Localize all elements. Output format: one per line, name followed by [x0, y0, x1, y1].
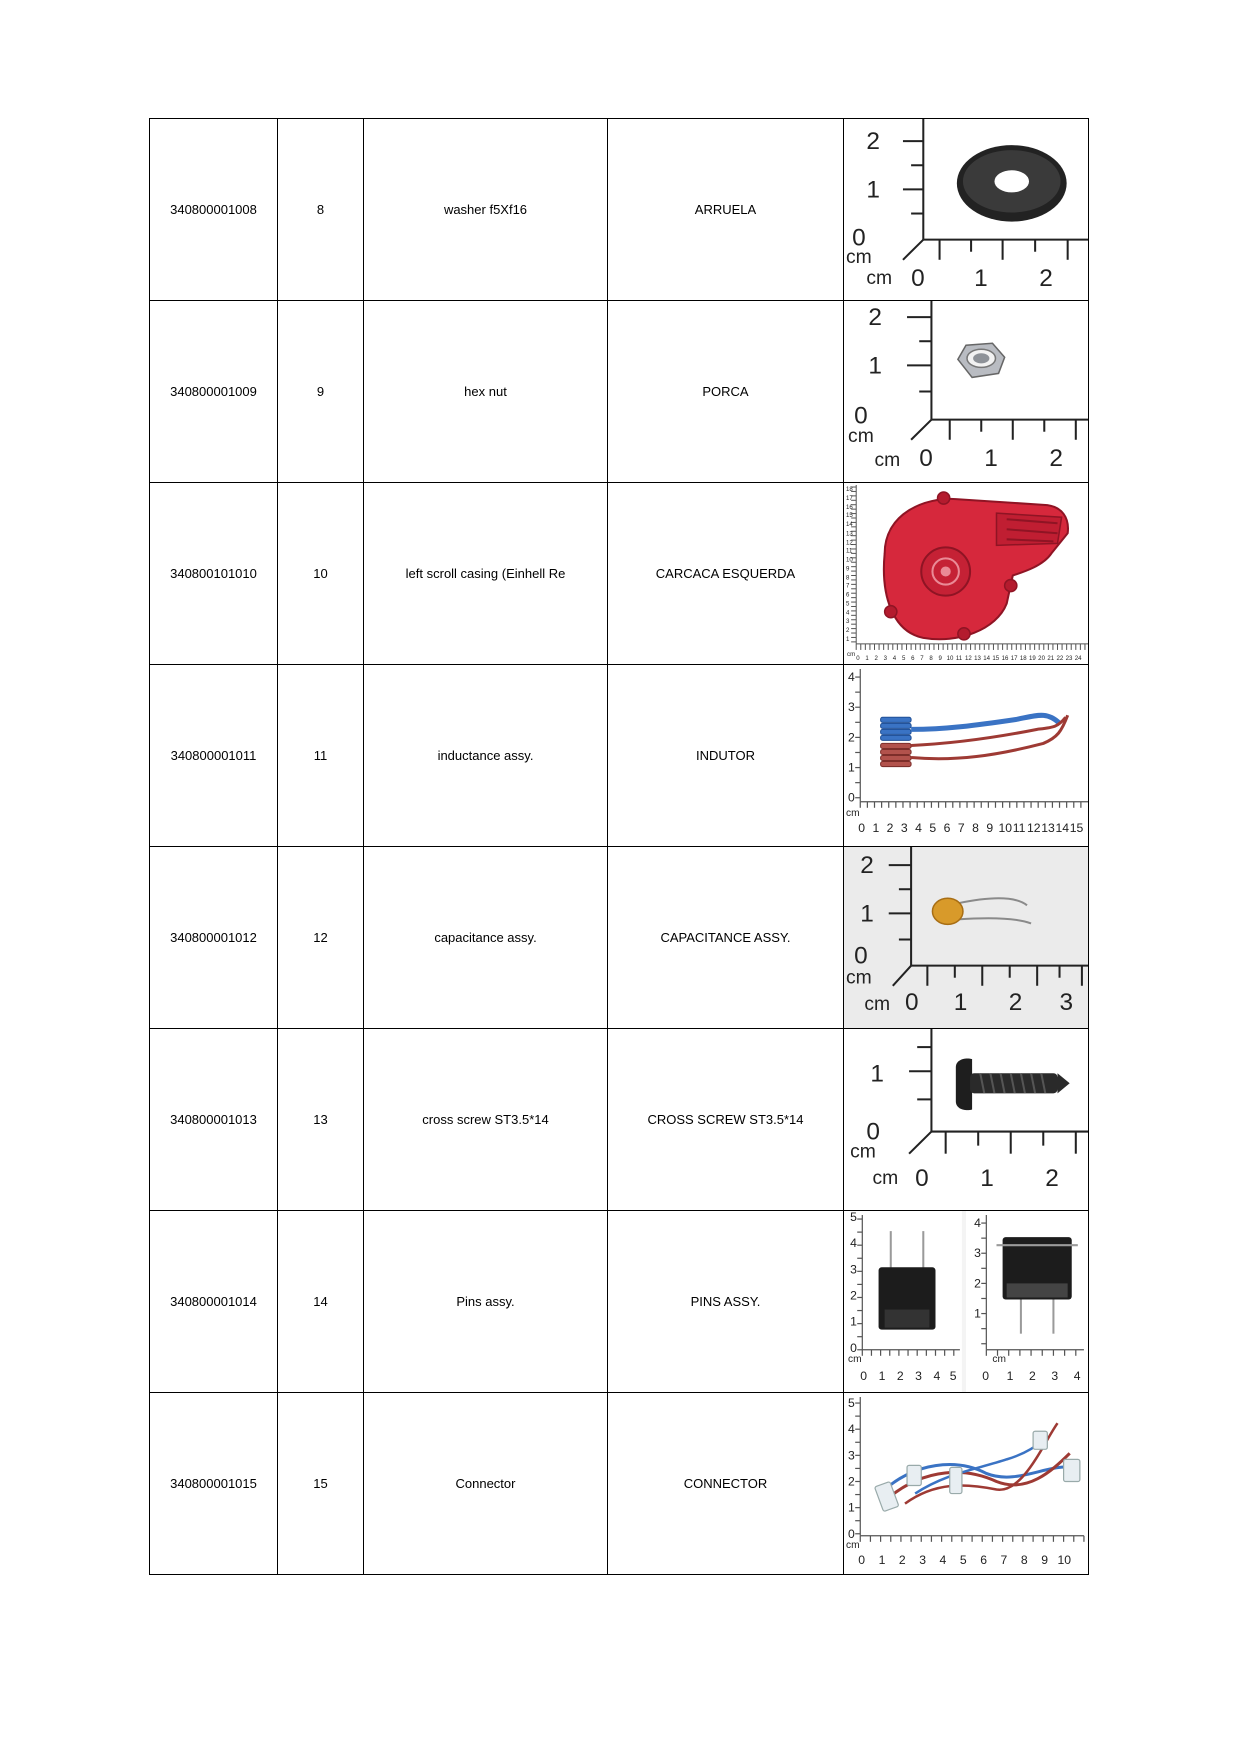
svg-text:7: 7 — [920, 655, 924, 662]
svg-text:5: 5 — [850, 1211, 857, 1225]
hex-nut-photo — [844, 301, 1088, 482]
svg-text:1: 1 — [980, 1164, 994, 1192]
part-code: 340800001012 — [150, 847, 278, 1029]
svg-text:7: 7 — [846, 583, 850, 590]
svg-text:0: 0 — [915, 1164, 929, 1192]
svg-text:4: 4 — [848, 670, 855, 685]
svg-text:2: 2 — [886, 820, 894, 835]
svg-text:2: 2 — [866, 128, 880, 156]
part-description: capacitance assy. — [364, 847, 608, 1029]
pins-photo — [844, 1211, 1088, 1392]
svg-text:1: 1 — [974, 1306, 981, 1321]
svg-text:2: 2 — [874, 655, 878, 662]
svg-text:15: 15 — [1069, 820, 1084, 835]
svg-text:18: 18 — [1019, 655, 1027, 662]
svg-text:2: 2 — [1039, 265, 1053, 292]
svg-text:6: 6 — [943, 820, 951, 835]
part-translation: ARRUELA — [608, 119, 844, 301]
svg-text:5: 5 — [848, 1396, 855, 1411]
svg-text:6: 6 — [846, 592, 850, 599]
part-translation: CONNECTOR — [608, 1393, 844, 1575]
svg-text:8: 8 — [929, 655, 933, 662]
part-image-cell — [844, 483, 1089, 665]
svg-text:17: 17 — [1010, 655, 1018, 662]
svg-text:2: 2 — [898, 1553, 906, 1567]
svg-text:20: 20 — [1038, 655, 1045, 662]
svg-text:10: 10 — [1057, 1553, 1072, 1567]
svg-text:5: 5 — [959, 1553, 967, 1567]
part-code: 340800001013 — [150, 1029, 278, 1211]
svg-text:9: 9 — [846, 566, 850, 573]
part-description: left scroll casing (Einhell Re — [364, 483, 608, 665]
part-description: inductance assy. — [364, 665, 608, 847]
svg-text:17: 17 — [846, 496, 853, 503]
svg-text:4: 4 — [1073, 1368, 1081, 1383]
svg-text:8: 8 — [1020, 1553, 1028, 1567]
svg-text:0: 0 — [858, 820, 866, 835]
svg-text:6: 6 — [911, 655, 915, 662]
svg-text:8: 8 — [846, 575, 850, 582]
svg-text:0: 0 — [856, 655, 860, 662]
screw-photo — [844, 1029, 1088, 1210]
svg-text:1: 1 — [848, 760, 855, 775]
svg-text:12: 12 — [846, 540, 853, 547]
svg-text:16: 16 — [1001, 655, 1009, 662]
svg-text:cm: cm — [872, 1167, 899, 1189]
svg-text:3: 3 — [1059, 989, 1074, 1016]
part-code: 340800101010 — [150, 483, 278, 665]
svg-text:2: 2 — [850, 1288, 857, 1303]
svg-text:2: 2 — [1029, 1368, 1036, 1383]
svg-text:6: 6 — [980, 1553, 988, 1567]
svg-text:2: 2 — [1049, 445, 1063, 472]
svg-text:5: 5 — [901, 655, 906, 662]
svg-text:1: 1 — [868, 352, 882, 380]
svg-text:7: 7 — [957, 820, 965, 835]
svg-text:1: 1 — [984, 445, 998, 472]
table-row — [150, 301, 1089, 483]
svg-text:4: 4 — [848, 1422, 855, 1437]
svg-text:8: 8 — [972, 820, 979, 835]
svg-text:14: 14 — [1055, 820, 1070, 835]
svg-text:5: 5 — [846, 601, 850, 608]
part-image-cell — [844, 665, 1089, 847]
svg-text:19: 19 — [1029, 655, 1036, 662]
svg-text:1: 1 — [866, 176, 880, 204]
svg-text:1: 1 — [878, 1553, 886, 1567]
part-translation: CARCACA ESQUERDA — [608, 483, 844, 665]
svg-text:18: 18 — [846, 487, 853, 494]
svg-text:1: 1 — [878, 1368, 886, 1383]
svg-text:cm: cm — [846, 246, 872, 268]
svg-text:9: 9 — [1041, 1553, 1049, 1567]
svg-text:cm: cm — [866, 267, 893, 289]
part-position: 13 — [278, 1029, 364, 1211]
part-translation: PORCA — [608, 301, 844, 483]
svg-text:3: 3 — [883, 655, 888, 662]
part-description: Pins assy. — [364, 1211, 608, 1393]
svg-text:2: 2 — [846, 627, 850, 634]
table-row — [150, 483, 1089, 665]
svg-text:24: 24 — [1074, 655, 1082, 662]
svg-text:0: 0 — [866, 1118, 880, 1146]
part-position: 12 — [278, 847, 364, 1029]
svg-text:3: 3 — [919, 1553, 927, 1567]
table-row — [150, 1029, 1089, 1211]
part-image-cell — [844, 119, 1089, 301]
svg-text:cm: cm — [848, 1353, 862, 1365]
svg-text:0: 0 — [854, 942, 868, 970]
table-row — [150, 847, 1089, 1029]
svg-text:0: 0 — [905, 989, 919, 1016]
svg-text:4: 4 — [974, 1216, 981, 1231]
svg-text:2: 2 — [868, 304, 882, 332]
svg-text:5: 5 — [949, 1368, 957, 1383]
svg-text:12: 12 — [964, 655, 972, 662]
svg-text:1: 1 — [870, 1060, 885, 1088]
svg-text:0: 0 — [854, 402, 868, 430]
svg-text:cm: cm — [846, 1539, 860, 1551]
part-image-cell — [844, 1393, 1089, 1575]
svg-text:cm: cm — [847, 651, 856, 658]
svg-text:0: 0 — [848, 790, 855, 805]
part-position: 10 — [278, 483, 364, 665]
svg-text:3: 3 — [846, 618, 850, 625]
svg-text:cm: cm — [874, 449, 901, 471]
part-image-cell — [844, 1029, 1089, 1211]
svg-text:0: 0 — [919, 445, 933, 472]
svg-text:4: 4 — [933, 1368, 941, 1383]
svg-text:10: 10 — [946, 655, 954, 662]
svg-text:cm: cm — [992, 1353, 1006, 1365]
svg-text:22: 22 — [1056, 655, 1064, 662]
svg-text:5: 5 — [929, 820, 937, 835]
svg-text:10: 10 — [846, 557, 853, 564]
svg-text:cm: cm — [864, 993, 891, 1015]
part-code: 340800001015 — [150, 1393, 278, 1575]
svg-text:3: 3 — [1051, 1368, 1059, 1383]
part-image-cell — [844, 301, 1089, 483]
connector-photo — [844, 1393, 1088, 1574]
svg-text:0: 0 — [982, 1368, 990, 1383]
part-code: 340800001014 — [150, 1211, 278, 1393]
svg-text:3: 3 — [900, 820, 908, 835]
svg-text:1: 1 — [848, 1500, 855, 1515]
svg-text:7: 7 — [1000, 1553, 1008, 1567]
svg-text:cm: cm — [850, 1141, 876, 1163]
part-image-cell — [844, 1211, 1089, 1393]
table-row — [150, 1211, 1089, 1393]
capacitor-photo — [844, 847, 1088, 1028]
parts-table — [149, 118, 1089, 1575]
svg-text:23: 23 — [1065, 655, 1073, 662]
svg-text:10: 10 — [998, 820, 1013, 835]
svg-text:9: 9 — [986, 820, 994, 835]
svg-text:3: 3 — [850, 1262, 857, 1277]
svg-text:11: 11 — [846, 548, 853, 555]
svg-text:cm: cm — [846, 967, 872, 989]
svg-text:1: 1 — [846, 636, 850, 643]
part-description: cross screw ST3.5*14 — [364, 1029, 608, 1211]
svg-text:14: 14 — [983, 655, 991, 662]
svg-text:21: 21 — [1047, 655, 1055, 662]
inductor-photo — [844, 665, 1088, 846]
svg-text:11: 11 — [955, 655, 963, 662]
svg-text:cm: cm — [846, 807, 860, 819]
svg-text:2: 2 — [848, 1474, 855, 1489]
table-row — [150, 1393, 1089, 1575]
svg-text:2: 2 — [1008, 989, 1023, 1016]
svg-text:9: 9 — [938, 655, 942, 662]
part-position: 9 — [278, 301, 364, 483]
svg-text:3: 3 — [974, 1246, 981, 1261]
svg-text:2: 2 — [848, 730, 855, 745]
svg-text:0: 0 — [860, 1368, 868, 1383]
svg-text:1: 1 — [860, 900, 874, 928]
svg-text:1: 1 — [974, 265, 988, 292]
part-translation: CAPACITANCE ASSY. — [608, 847, 844, 1029]
svg-text:11: 11 — [1012, 820, 1026, 835]
svg-text:0: 0 — [852, 224, 866, 252]
svg-text:0: 0 — [911, 265, 925, 292]
svg-text:0: 0 — [858, 1553, 866, 1567]
part-description: hex nut — [364, 301, 608, 483]
svg-text:4: 4 — [850, 1236, 857, 1251]
svg-text:4: 4 — [939, 1553, 947, 1567]
svg-text:13: 13 — [846, 531, 853, 538]
washer-photo — [844, 119, 1088, 300]
part-description: Connector — [364, 1393, 608, 1575]
svg-text:1: 1 — [865, 655, 869, 662]
svg-text:4: 4 — [846, 610, 850, 617]
svg-text:4: 4 — [915, 820, 922, 835]
part-code: 340800001008 — [150, 119, 278, 301]
part-translation: INDUTOR — [608, 665, 844, 847]
part-position: 15 — [278, 1393, 364, 1575]
part-image-cell — [844, 847, 1089, 1029]
part-code: 340800001011 — [150, 665, 278, 847]
svg-text:4: 4 — [892, 655, 897, 662]
svg-text:3: 3 — [848, 700, 855, 715]
table-row — [150, 665, 1089, 847]
svg-text:14: 14 — [846, 522, 853, 529]
svg-text:1: 1 — [1006, 1368, 1014, 1383]
svg-text:13: 13 — [1041, 820, 1055, 835]
svg-text:0: 0 — [848, 1526, 855, 1541]
svg-text:0: 0 — [850, 1340, 857, 1355]
svg-text:2: 2 — [896, 1368, 904, 1383]
svg-text:3: 3 — [848, 1448, 855, 1463]
part-translation: PINS ASSY. — [608, 1211, 844, 1393]
svg-text:1: 1 — [872, 820, 880, 835]
part-position: 14 — [278, 1211, 364, 1393]
svg-text:16: 16 — [846, 505, 853, 512]
part-description: washer f5Xf16 — [364, 119, 608, 301]
part-position: 11 — [278, 665, 364, 847]
svg-text:15: 15 — [846, 513, 853, 520]
svg-text:2: 2 — [860, 852, 874, 880]
svg-text:1: 1 — [953, 989, 968, 1016]
part-code: 340800001009 — [150, 301, 278, 483]
svg-text:cm: cm — [848, 425, 874, 447]
part-position: 8 — [278, 119, 364, 301]
svg-text:12: 12 — [1027, 820, 1041, 835]
svg-text:15: 15 — [992, 655, 1000, 662]
svg-text:3: 3 — [915, 1368, 922, 1383]
table-row — [150, 119, 1089, 301]
svg-text:13: 13 — [974, 655, 981, 662]
part-translation: CROSS SCREW ST3.5*14 — [608, 1029, 844, 1211]
svg-text:1: 1 — [850, 1314, 857, 1329]
svg-text:2: 2 — [974, 1276, 981, 1291]
svg-text:2: 2 — [1045, 1164, 1059, 1192]
scroll-casing-photo — [844, 483, 1088, 664]
